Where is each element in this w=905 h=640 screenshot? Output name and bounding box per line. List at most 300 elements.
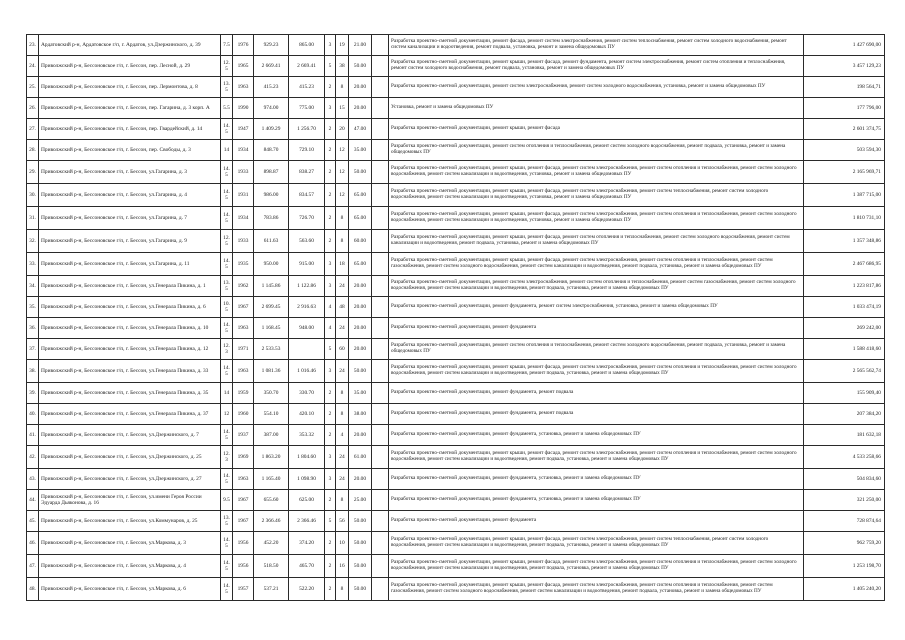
apartments-cell: 60 xyxy=(336,339,349,360)
table-row xyxy=(27,404,885,425)
floors-cell: 2 xyxy=(325,184,336,207)
wear-percent-cell: 20.00 xyxy=(349,276,372,297)
apartments-cell: 8 xyxy=(336,490,349,511)
year-built-cell: 1960 xyxy=(233,404,254,425)
empty-cell xyxy=(372,253,389,276)
wear-percent-cell: 50.00 xyxy=(349,360,372,383)
wear-percent-cell: 25.00 xyxy=(349,490,372,511)
table-row xyxy=(27,56,885,77)
wear-percent-cell: 65.00 xyxy=(349,207,372,230)
row-number-cell: 42. xyxy=(27,446,39,469)
table-row xyxy=(27,253,885,276)
address-cell: Приволжский р-н, Бессоновское г/п, г. Бессон, ул.Коммунаров, д. 25 xyxy=(39,511,221,532)
apartments-cell: 56 xyxy=(336,511,349,532)
empty-cell xyxy=(372,383,389,404)
table-row xyxy=(27,555,885,578)
row-number-cell: 43. xyxy=(27,469,39,490)
wall-material-cell: 14.5 xyxy=(221,161,233,184)
empty-cell xyxy=(372,297,389,318)
cost-cell: 155 909,40 xyxy=(804,383,885,404)
works-description-cell: Разработка проектно-сметной документации, ремонт фундамента, ремонт систем электроснабжения, установка, ремонт и замена общедомовых ПУ xyxy=(389,297,804,318)
apartments-cell: 8 xyxy=(336,578,349,601)
row-number-cell: 23. xyxy=(27,35,39,56)
living-area-cell: 415.23 xyxy=(289,77,325,98)
floors-cell: 2 xyxy=(325,404,336,425)
wall-material-cell: 14.5 xyxy=(221,318,233,339)
apartments-cell: 18 xyxy=(336,253,349,276)
wear-percent-cell: 50.00 xyxy=(349,578,372,601)
wall-material-cell: 14.5 xyxy=(221,360,233,383)
apartments-cell: 12 xyxy=(336,140,349,161)
floors-cell: 2 xyxy=(325,230,336,253)
living-area-cell: 775.00 xyxy=(289,98,325,119)
table-row xyxy=(27,446,885,469)
cost-cell: 2 565 562,74 xyxy=(804,360,885,383)
works-description-cell: Разработка проектно-сметной документации, ремонт крыши, ремонт фасада, ремонт систем электроснабжения, ремонт систем отопления и теплоснабжения, ремонт систем холодного водоснабжения, ремонт систем канализации и водоотведения, ремонт подвала, установка, ремонт и замена общедомовых ПУ xyxy=(389,555,804,578)
floors-cell: 5 xyxy=(325,339,336,360)
apartments-cell: 24 xyxy=(336,318,349,339)
apartments-cell: 8 xyxy=(336,230,349,253)
apartments-cell: 8 xyxy=(336,77,349,98)
empty-cell xyxy=(372,184,389,207)
cost-cell: 177 796,00 xyxy=(804,98,885,119)
empty-cell xyxy=(372,56,389,77)
empty-cell xyxy=(372,140,389,161)
empty-cell xyxy=(372,339,389,360)
works-description-cell: Разработка проектно-сметной документации, ремонт фундамента xyxy=(389,318,804,339)
empty-cell xyxy=(372,532,389,555)
cost-cell: 4 533 258,66 xyxy=(804,446,885,469)
works-description-cell: Разработка проектно-сметной документации, ремонт систем отопления и теплоснабжения, ремонт систем холодного водоснабжения, ремонт подвала, установка, ремонт и замена общедомовых ПУ xyxy=(389,339,804,360)
floors-cell: 5 xyxy=(325,56,336,77)
living-area-cell: 1 804.60 xyxy=(289,446,325,469)
wall-material-cell: 14.5 xyxy=(221,469,233,490)
wall-material-cell: 14 xyxy=(221,140,233,161)
year-built-cell: 1959 xyxy=(233,383,254,404)
cost-cell: 1 357 348,86 xyxy=(804,230,885,253)
address-cell: Приволжский р-н, Бессоновское г/п, г. Бессон, ул.Гагарина, д. 11 xyxy=(39,253,221,276)
wear-percent-cell: 50.00 xyxy=(349,161,372,184)
living-area-cell: 834.57 xyxy=(289,184,325,207)
total-area-cell: 783.86 xyxy=(254,207,289,230)
wall-material-cell: 10.5 xyxy=(221,297,233,318)
living-area-cell: 2 916.63 xyxy=(289,297,325,318)
total-area-cell: 415.23 xyxy=(254,77,289,98)
works-description-cell: Разработка проектно-сметной документации, ремонт крыши, ремонт фасада, ремонт систем электроснабжения, ремонт систем теплоснабжения, ремонт систем холодного водоснабжения, ремонт систем канализации и водоотведения, ремонт подвала, установка, ремонт и замена общедомовых ПУ xyxy=(389,532,804,555)
total-area-cell: 387.00 xyxy=(254,425,289,446)
living-area-cell: 465.70 xyxy=(289,555,325,578)
total-area-cell: 2 669.41 xyxy=(254,56,289,77)
cost-cell: 1 810 731,10 xyxy=(804,207,885,230)
row-number-cell: 45. xyxy=(27,511,39,532)
total-area-cell: 1 165.40 xyxy=(254,469,289,490)
total-area-cell: 554.10 xyxy=(254,404,289,425)
floors-cell: 2 xyxy=(325,383,336,404)
living-area-cell: 330.70 xyxy=(289,383,325,404)
wear-percent-cell: 50.00 xyxy=(349,56,372,77)
total-area-cell: 1 409.29 xyxy=(254,119,289,140)
table-row xyxy=(27,578,885,601)
table-row xyxy=(27,35,885,56)
total-area-cell: 2 366.46 xyxy=(254,511,289,532)
total-area-cell: 1 081.36 xyxy=(254,360,289,383)
apartments-cell: 24 xyxy=(336,446,349,469)
living-area-cell: 1 016.46 xyxy=(289,360,325,383)
address-cell: Приволжский р-н, Бессоновское г/п, г. Бессон, ул.Генерала Пикина, д. 12 xyxy=(39,339,221,360)
cost-cell: 2 601 374,75 xyxy=(804,119,885,140)
living-area-cell: 1 098.90 xyxy=(289,469,325,490)
wear-percent-cell: 61.00 xyxy=(349,446,372,469)
address-cell: Приволжский р-н, Бессоновское г/п, г. Бессон, ул.Генерала Пикина, д. 6 xyxy=(39,297,221,318)
works-description-cell: Разработка проектно-сметной документации, ремонт фундамента, установка, ремонт и замена общедомовых ПУ xyxy=(389,490,804,511)
total-area-cell: 655.60 xyxy=(254,490,289,511)
year-built-cell: 1976 xyxy=(233,35,254,56)
address-cell: Приволжский р-н, Бессоновское г/п, г. Бессон, ул.Генерала Пикина, д. 35 xyxy=(39,383,221,404)
year-built-cell: 1947 xyxy=(233,119,254,140)
apartments-cell: 20 xyxy=(336,119,349,140)
works-description-cell: Разработка проектно-сметной документации, ремонт крыши, ремонт фасада, ремонт систем отопления и теплоснабжения, ремонт систем холодного водоснабжения, ремонт систем канализации и водоотведения, ремонт подвала, установка, ремонт и замена общедомовых ПУ xyxy=(389,230,804,253)
total-area-cell: 1 863.20 xyxy=(254,446,289,469)
works-description-cell: Разработка проектно-сметной документации, ремонт фундамента, установка, ремонт и замена общедомовых ПУ xyxy=(389,469,804,490)
table-row xyxy=(27,339,885,360)
works-description-cell: Разработка проектно-сметной документации, ремонт крыши, ремонт фасада, ремонт систем электроснабжения, ремонт систем отопления и теплоснабжения, ремонт систем холодного водоснабжения, ремонт систем канализации и водоотведения, ремонт подвала, установка, ремонт и замена общедомовых ПУ xyxy=(389,360,804,383)
apartments-cell: 38 xyxy=(336,56,349,77)
cost-cell: 1 033 474,19 xyxy=(804,297,885,318)
works-description-cell: Разработка проектно-сметной документации, ремонт крыши, ремонт фасада, ремонт систем электроснабжения, ремонт систем отопления и теплоснабжения, ремонт систем холодного водоснабжения, ремонт систем канализации и водоотведения, ремонт подвала, установка, ремонт и замена общедомовых ПУ xyxy=(389,446,804,469)
floors-cell: 2 xyxy=(325,77,336,98)
wear-percent-cell: 35.00 xyxy=(349,140,372,161)
living-area-cell: 726.70 xyxy=(289,207,325,230)
works-description-cell: Разработка проектно-сметной документации, ремонт крыши, ремонт фасада, ремонт фундамента, ремонт систем электроснабжения, ремонт систем отопления и теплоснабжения, ремонт систем холодного водоснабжения, ремонт подвала, установка, ремонт и замена общедомовых ПУ xyxy=(389,56,804,77)
apartments-cell: 19 xyxy=(336,35,349,56)
works-description-cell: Разработка проектно-сметной документации, ремонт крыши, ремонт фасада, ремонт систем электроснабжения, ремонт систем отопления и теплоснабжения, ремонт систем газоснабжения, ремонт систем холодного водоснабжения, ремонт систем канализации и водоотведения, ремонт подвала, установка, ремонт и замена общедомовых ПУ xyxy=(389,253,804,276)
floors-cell: 2 xyxy=(325,532,336,555)
year-built-cell: 1967 xyxy=(233,511,254,532)
empty-cell xyxy=(372,276,389,297)
total-area-cell: 848.70 xyxy=(254,140,289,161)
year-built-cell: 1933 xyxy=(233,161,254,184)
floors-cell: 3 xyxy=(325,253,336,276)
table-row xyxy=(27,98,885,119)
living-area-cell: 838.27 xyxy=(289,161,325,184)
floors-cell: 2 xyxy=(325,140,336,161)
works-description-cell: Разработка проектно-сметной документации, ремонт крыши, ремонт фасада, ремонт систем электроснабжения, ремонт систем теплоснабжения, ремонт систем холодного водоснабжения, ремонт систем канализации и водоотведения, установка, ремонт и замена общедомовых ПУ xyxy=(389,184,804,207)
table-row xyxy=(27,184,885,207)
year-built-cell: 1971 xyxy=(233,339,254,360)
address-cell: Приволжский р-н, Бессоновское г/п, г. Бессон, пер. Свободы, д. 3 xyxy=(39,140,221,161)
row-number-cell: 25. xyxy=(27,77,39,98)
wall-material-cell: 14.5 xyxy=(221,184,233,207)
living-area-cell: 353.32 xyxy=(289,425,325,446)
empty-cell xyxy=(372,404,389,425)
year-built-cell: 1963 xyxy=(233,318,254,339)
apartments-cell: 8 xyxy=(336,404,349,425)
row-number-cell: 41. xyxy=(27,425,39,446)
cost-cell: 269 242,00 xyxy=(804,318,885,339)
living-area-cell: 2 669.41 xyxy=(289,56,325,77)
wear-percent-cell: 20.00 xyxy=(349,98,372,119)
wear-percent-cell: 21.00 xyxy=(349,35,372,56)
row-number-cell: 34. xyxy=(27,276,39,297)
apartments-cell: 12 xyxy=(336,184,349,207)
address-cell: Приволжский р-н, Бессоновское г/п, г. Бессон, пер. Лермонтова, д. 8 xyxy=(39,77,221,98)
table-row xyxy=(27,383,885,404)
address-cell: Приволжский р-н, Бессоновское г/п, г. Бессон, ул.Дзержинского, д. 25 xyxy=(39,446,221,469)
row-number-cell: 47. xyxy=(27,555,39,578)
address-cell: Ардатовский р-н, Ардатовское г/п, г. Ардатов, ул.Дзержинского, д. 39 xyxy=(39,35,221,56)
total-area-cell: 1 145.86 xyxy=(254,276,289,297)
total-area-cell: 350.70 xyxy=(254,383,289,404)
wall-material-cell: 14 xyxy=(221,383,233,404)
cost-cell: 198 564,71 xyxy=(804,77,885,98)
empty-cell xyxy=(372,469,389,490)
year-built-cell: 1965 xyxy=(233,56,254,77)
cost-cell: 1 427 690,00 xyxy=(804,35,885,56)
address-cell: Приволжский р-н, Бессоновское г/п, г. Бессон, ул.Генерала Пикина, д. 10 xyxy=(39,318,221,339)
total-area-cell: 537.21 xyxy=(254,578,289,601)
table-row xyxy=(27,207,885,230)
total-area-cell: 898.87 xyxy=(254,161,289,184)
total-area-cell: 1 168.45 xyxy=(254,318,289,339)
row-number-cell: 37. xyxy=(27,339,39,360)
year-built-cell: 1969 xyxy=(233,446,254,469)
row-number-cell: 39. xyxy=(27,383,39,404)
cost-cell: 207 384,20 xyxy=(804,404,885,425)
wall-material-cell: 14.5 xyxy=(221,207,233,230)
wear-percent-cell: 20.00 xyxy=(349,425,372,446)
empty-cell xyxy=(372,360,389,383)
wear-percent-cell: 20.00 xyxy=(349,77,372,98)
address-cell: Приволжский р-н, Бессоновское г/п, г. Бессон, ул.Маркова, д. 4 xyxy=(39,555,221,578)
wall-material-cell: 12.3 xyxy=(221,339,233,360)
address-cell: Приволжский р-н, Бессоновское г/п, г. Бессон, ул.Гагарина, д. 4 xyxy=(39,184,221,207)
table-row xyxy=(27,425,885,446)
total-area-cell: 611.63 xyxy=(254,230,289,253)
wall-material-cell: 9.5 xyxy=(221,490,233,511)
table-row xyxy=(27,119,885,140)
apartments-cell: 24 xyxy=(336,276,349,297)
row-number-cell: 30. xyxy=(27,184,39,207)
table-row xyxy=(27,469,885,490)
table-row xyxy=(27,297,885,318)
floors-cell: 2 xyxy=(325,207,336,230)
row-number-cell: 38. xyxy=(27,360,39,383)
year-built-cell: 1990 xyxy=(233,98,254,119)
address-cell: Приволжский р-н, Бессоновское г/п, г. Бессон, ул.Генерала Пикина, д. 33 xyxy=(39,360,221,383)
year-built-cell: 1935 xyxy=(233,253,254,276)
table-row xyxy=(27,161,885,184)
table-row xyxy=(27,276,885,297)
row-number-cell: 40. xyxy=(27,404,39,425)
empty-cell xyxy=(372,318,389,339)
year-built-cell: 1962 xyxy=(233,276,254,297)
address-cell: Приволжский р-н, Бессоновское г/п, г. Бессон, ул.Маркова, д. 3 xyxy=(39,532,221,555)
works-description-cell: Разработка проектно-сметной документации, ремонт крыши, ремонт фасада, ремонт систем электроснабжения, ремонт систем отопления и теплоснабжения, ремонт систем холодного водоснабжения, ремонт систем канализации и водоотведения, установка, ремонт и замена общедомовых ПУ xyxy=(389,161,804,184)
wear-percent-cell: 20.00 xyxy=(349,318,372,339)
total-area-cell: 986.00 xyxy=(254,184,289,207)
living-area-cell: 625.00 xyxy=(289,490,325,511)
row-number-cell: 36. xyxy=(27,318,39,339)
table-body xyxy=(27,35,885,601)
row-number-cell: 44. xyxy=(27,490,39,511)
wear-percent-cell: 20.00 xyxy=(349,469,372,490)
year-built-cell: 1933 xyxy=(233,230,254,253)
year-built-cell: 1967 xyxy=(233,297,254,318)
document-sheet xyxy=(26,34,884,601)
empty-cell xyxy=(372,230,389,253)
year-built-cell: 1967 xyxy=(233,490,254,511)
cost-cell: 504 834,60 xyxy=(804,469,885,490)
works-description-cell: Разработка проектно-сметной документации, ремонт фундамента, установка, ремонт и замена общедомовых ПУ xyxy=(389,425,804,446)
floors-cell: 3 xyxy=(325,35,336,56)
table-row xyxy=(27,360,885,383)
repair-program-table xyxy=(26,34,885,601)
living-area-cell: 948.00 xyxy=(289,318,325,339)
row-number-cell: 24. xyxy=(27,56,39,77)
total-area-cell: 2 533.53 xyxy=(254,339,289,360)
floors-cell: 3 xyxy=(325,446,336,469)
works-description-cell: Разработка проектно-сметной документации, ремонт крыши, ремонт фасада, ремонт систем электроснабжения, ремонт систем отопления и теплоснабжения, ремонт систем холодного водоснабжения, ремонт систем канализации и водоотведения, установка, ремонт и замена общедомовых ПУ xyxy=(389,207,804,230)
works-description-cell: Разработка проектно-сметной документации, ремонт крыши, ремонт фасада xyxy=(389,119,804,140)
apartments-cell: 15 xyxy=(336,98,349,119)
total-area-cell: 929.23 xyxy=(254,35,289,56)
row-number-cell: 33. xyxy=(27,253,39,276)
wear-percent-cell: 47.00 xyxy=(349,119,372,140)
address-cell: Приволжский р-н, Бессоновское г/п, г. Бессон, ул.Гагарина, д. 3 xyxy=(39,161,221,184)
year-built-cell: 1934 xyxy=(233,140,254,161)
table-row xyxy=(27,140,885,161)
row-number-cell: 35. xyxy=(27,297,39,318)
floors-cell: 2 xyxy=(325,425,336,446)
apartments-cell: 8 xyxy=(336,383,349,404)
address-cell: Приволжский р-н, Бессоновское г/п, г. Бессон, пер. Гвардейский, д. 14 xyxy=(39,119,221,140)
row-number-cell: 31. xyxy=(27,207,39,230)
cost-cell: 3 457 129,23 xyxy=(804,56,885,77)
year-built-cell: 1934 xyxy=(233,207,254,230)
year-built-cell: 1957 xyxy=(233,578,254,601)
address-cell: Приволжский р-н, Бессоновское г/п, г. Бессон, пер. Лесной, д. 29 xyxy=(39,56,221,77)
row-number-cell: 48. xyxy=(27,578,39,601)
row-number-cell: 46. xyxy=(27,532,39,555)
living-area-cell: 420.10 xyxy=(289,404,325,425)
table-row xyxy=(27,318,885,339)
row-number-cell: 28. xyxy=(27,140,39,161)
address-cell: Приволжский р-н, Бессоновское г/п, г. Бессон, ул.Гагарина, д. 7 xyxy=(39,207,221,230)
wall-material-cell: 13.5 xyxy=(221,77,233,98)
works-description-cell: Разработка проектно-сметной документации, ремонт систем отопления и теплоснабжения, ремонт систем холодного водоснабжения, ремонт подвала, установка, ремонт и замена общедомовых ПУ xyxy=(389,140,804,161)
table-row xyxy=(27,77,885,98)
year-built-cell: 1956 xyxy=(233,555,254,578)
wear-percent-cell: 20.00 xyxy=(349,297,372,318)
wear-percent-cell: 65.00 xyxy=(349,184,372,207)
living-area-cell: 2 366.46 xyxy=(289,511,325,532)
address-cell: Приволжский р-н, Бессоновское г/п, г. Бессон, ул.Гагарина, д. 9 xyxy=(39,230,221,253)
row-number-cell: 32. xyxy=(27,230,39,253)
empty-cell xyxy=(372,446,389,469)
empty-cell xyxy=(372,207,389,230)
row-number-cell: 29. xyxy=(27,161,39,184)
apartments-cell: 10 xyxy=(336,532,349,555)
wear-percent-cell: 35.00 xyxy=(349,383,372,404)
apartments-cell: 12 xyxy=(336,161,349,184)
cost-cell: 1 405 240,20 xyxy=(804,578,885,601)
cost-cell: 503 594,30 xyxy=(804,140,885,161)
apartments-cell: 8 xyxy=(336,207,349,230)
empty-cell xyxy=(372,511,389,532)
works-description-cell: Разработка проектно-сметной документации, ремонт крыши, ремонт фасада, ремонт систем электроснабжения, ремонт систем отопления и теплоснабжения, ремонт систем газоснабжения, ремонт систем холодного водоснабжения, ремонт систем канализации и водоотведения, ремонт подвала, установка, ремонт и замена общедомовых ПУ xyxy=(389,578,804,601)
cost-cell: 2 467 686,95 xyxy=(804,253,885,276)
apartments-cell: 24 xyxy=(336,360,349,383)
cost-cell: 1 588 418,60 xyxy=(804,339,885,360)
wall-material-cell: 14.5 xyxy=(221,119,233,140)
empty-cell xyxy=(372,77,389,98)
address-cell: Приволжский р-н, Бессоновское г/п, г. Бессон, пер. Гагарина, д. 3 корп. А xyxy=(39,98,221,119)
address-cell: Приволжский р-н, Бессоновское г/п, г. Бессон, ул.Генерала Пикина, д. 37 xyxy=(39,404,221,425)
year-built-cell: 1963 xyxy=(233,360,254,383)
works-description-cell: Разработка проектно-сметной документации, ремонт систем электроснабжения, ремонт систем холодного водоснабжения, установка, ремонт и замена общедомовых ПУ xyxy=(389,77,804,98)
works-description-cell: Разработка проектно-сметной документации, ремонт фундамента xyxy=(389,511,804,532)
wall-material-cell: 14.5 xyxy=(221,555,233,578)
wear-percent-cell: 60.00 xyxy=(349,230,372,253)
total-area-cell: 452.20 xyxy=(254,532,289,555)
works-description-cell: Установка, ремонт и замена общедомовых ПУ xyxy=(389,98,804,119)
floors-cell: 2 xyxy=(325,555,336,578)
wall-material-cell: 13.5 xyxy=(221,276,233,297)
floors-cell: 2 xyxy=(325,490,336,511)
living-area-cell: 1 256.70 xyxy=(289,119,325,140)
cost-cell: 181 632,18 xyxy=(804,425,885,446)
floors-cell: 3 xyxy=(325,469,336,490)
works-description-cell: Разработка проектно-сметной документации, ремонт фундамента, ремонт подвала xyxy=(389,383,804,404)
cost-cell: 1 387 715,00 xyxy=(804,184,885,207)
floors-cell: 2 xyxy=(325,119,336,140)
wear-percent-cell: 50.00 xyxy=(349,511,372,532)
address-cell: Приволжский р-н, Бессоновское г/п, г. Бессон, ул.имени Героя России Эдуарда Дьяконова, д. 16 xyxy=(39,490,221,511)
wall-material-cell: 12.5 xyxy=(221,230,233,253)
wall-material-cell: 12 xyxy=(221,404,233,425)
living-area-cell: 522.20 xyxy=(289,578,325,601)
address-cell: Приволжский р-н, Бессоновское г/п, г. Бессон, ул.Дзержинского, д. 7 xyxy=(39,425,221,446)
total-area-cell: 950.00 xyxy=(254,253,289,276)
living-area-cell: 865.00 xyxy=(289,35,325,56)
works-description-cell: Разработка проектно-сметной документации, ремонт фасада, ремонт систем электроснабжения, ремонт систем теплоснабжения, ремонт систем холодного водоснабжения, ремонт систем канализации и водоотведения, ремонт подвала, установка, ремонт и замена общедомовых ПУ xyxy=(389,35,804,56)
empty-cell xyxy=(372,161,389,184)
table-row xyxy=(27,511,885,532)
living-area-cell: 915.00 xyxy=(289,253,325,276)
year-built-cell: 1956 xyxy=(233,532,254,555)
empty-cell xyxy=(372,555,389,578)
wall-material-cell: 12.3 xyxy=(221,446,233,469)
apartments-cell: 16 xyxy=(336,555,349,578)
table-row xyxy=(27,532,885,555)
year-built-cell: 1963 xyxy=(233,77,254,98)
floors-cell: 2 xyxy=(325,161,336,184)
cost-cell: 1 253 198,70 xyxy=(804,555,885,578)
empty-cell xyxy=(372,425,389,446)
floors-cell: 4 xyxy=(325,318,336,339)
empty-cell xyxy=(372,490,389,511)
year-built-cell: 1937 xyxy=(233,425,254,446)
works-description-cell: Разработка проектно-сметной документации, ремонт систем электроснабжения, ремонт систем отопления и теплоснабжения, ремонт систем газоснабжения, ремонт систем холодного водоснабжения, ремонт систем канализации и водоотведения, ремонт подвала, установка, ремонт и замена общедомовых ПУ xyxy=(389,276,804,297)
floors-cell: 3 xyxy=(325,276,336,297)
wall-material-cell: 5.5 xyxy=(221,98,233,119)
living-area-cell: 1 122.86 xyxy=(289,276,325,297)
wall-material-cell: 13.5 xyxy=(221,511,233,532)
floors-cell: 4 xyxy=(325,297,336,318)
apartments-cell: 24 xyxy=(336,469,349,490)
wall-material-cell: 12.5 xyxy=(221,56,233,77)
wear-percent-cell: 20.00 xyxy=(349,339,372,360)
